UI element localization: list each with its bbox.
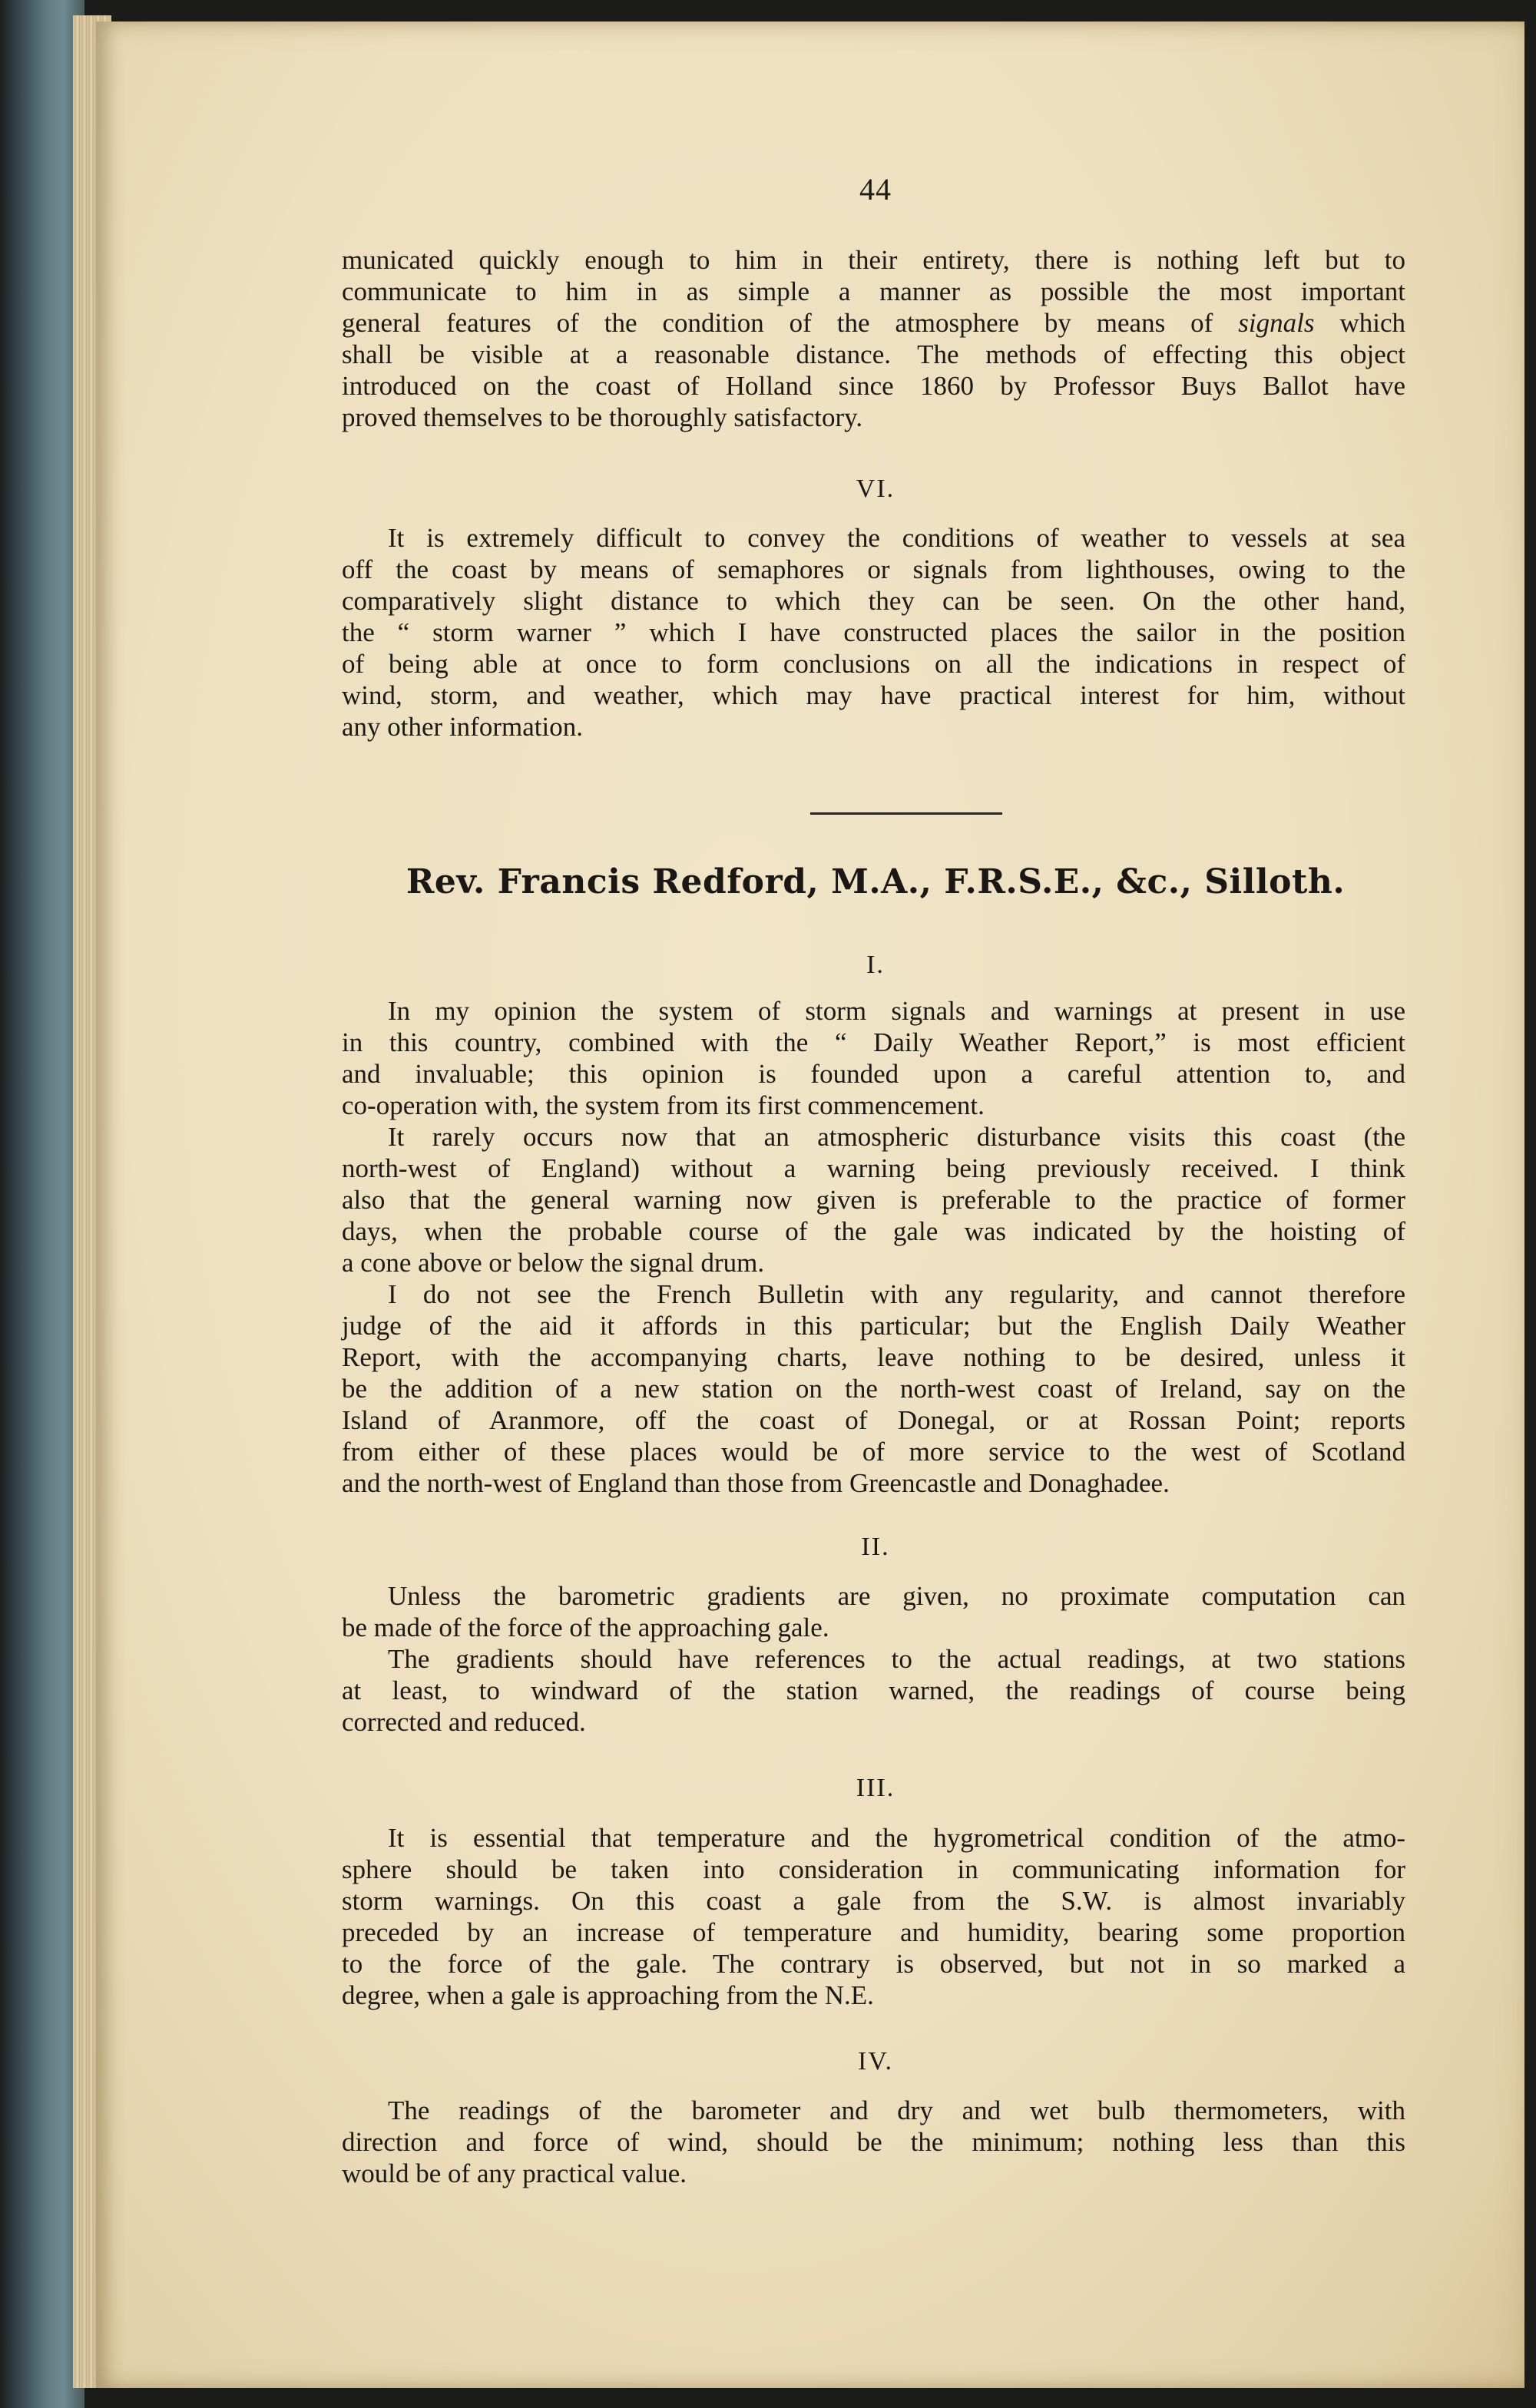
section-vi-paragraph	[342, 522, 1405, 743]
text-line: would be of any practical value.	[342, 2158, 687, 2188]
page-number: 44	[859, 172, 892, 207]
text-line: I do not see the French Bulletin with any regularity, and cannot therefore	[388, 1279, 1405, 1309]
text-line: degree, when a gale is approaching from the N.E.	[342, 1980, 874, 2010]
text-line: a cone above or below the signal drum.	[342, 1248, 765, 1278]
text-line: from either of these places would be of more service to the west of Scotland	[342, 1437, 1405, 1467]
section-ii-paragraphs	[342, 1580, 1405, 1738]
text-line: communicate to him in as simple a manner as possible the most important	[342, 276, 1405, 306]
section-heading-i: I.	[866, 951, 885, 979]
text-line: be the addition of a new station on the north-west coast of Ireland, say on the	[342, 1374, 1405, 1404]
text-line: proved themselves to be thoroughly satisfactory.	[342, 402, 863, 432]
text-line: wind, storm, and weather, which may have practical interest for him, without	[342, 680, 1405, 710]
text-line: Report, with the accompanying charts, leave nothing to be desired, unless it	[342, 1342, 1405, 1372]
text-line: comparatively slight distance to which they can be seen. On the other hand,	[342, 586, 1405, 616]
book-page	[96, 22, 1524, 2388]
section-heading-iv: IV.	[858, 2047, 893, 2076]
text-line: to the force of the gale. The contrary is observed, but not in so marked a	[342, 1949, 1405, 1979]
text-line: north-west of England) without a warning being previously received. I think	[342, 1153, 1405, 1183]
continued-paragraph	[342, 244, 1405, 433]
text-line: introduced on the coast of Holland since 1860 by Professor Buys Ballot have	[342, 371, 1405, 401]
emphasis-signals: signals	[1238, 308, 1315, 338]
text-line: Unless the barometric gradients are given, no proximate computation can	[388, 1581, 1405, 1611]
text-line: It is essential that temperature and the hygrometrical condition of the atmo-	[388, 1823, 1405, 1853]
text-line: judge of the aid it affords in this particular; but the English Daily Weather	[342, 1311, 1405, 1341]
text-line: direction and force of wind, should be the minimum; nothing less than this	[342, 2127, 1405, 2157]
section-heading-vi: VI.	[856, 475, 895, 503]
section-i-paragraphs	[342, 995, 1405, 1499]
book-binding	[0, 0, 84, 2408]
author-heading: Rev. Francis Redford, M.A., F.R.S.E., &c., Silloth.	[406, 862, 1346, 901]
text-line: The readings of the barometer and dry and wet bulb thermometers, with	[388, 2095, 1405, 2125]
text-line	[342, 307, 1405, 339]
section-heading-ii: II.	[861, 1533, 890, 1561]
text-line: at least, to windward of the station warned, the readings of course being	[342, 1675, 1405, 1705]
text-line: off the coast by means of semaphores or signals from lighthouses, owing to the	[342, 554, 1405, 584]
text-line: Island of Aranmore, off the coast of Donegal, or at Rossan Point; reports	[342, 1405, 1405, 1435]
text-line: and the north-west of England than those from Greencastle and Donaghadee.	[342, 1468, 1170, 1498]
text-line: It rarely occurs now that an atmospheric disturbance visits this coast (the	[388, 1122, 1405, 1152]
text-line: any other information.	[342, 712, 583, 742]
section-iv-paragraph	[342, 2095, 1405, 2189]
section-heading-iii: III.	[856, 1774, 895, 1802]
text-line: and invaluable; this opinion is founded upon a careful attention to, and	[342, 1059, 1405, 1089]
text-line: be made of the force of the approaching gale.	[342, 1612, 829, 1642]
text-line: storm warnings. On this coast a gale from the S.W. is almost invariably	[342, 1886, 1405, 1916]
section-divider	[810, 812, 1002, 815]
text-line: It is extremely difficult to convey the conditions of weather to vessels at sea	[388, 523, 1405, 553]
text-line-part: which	[1314, 308, 1405, 338]
text-line: the “ storm warner ” which I have constructed places the sailor in the position	[342, 617, 1405, 647]
text-line: shall be visible at a reasonable distance. The methods of effecting this object	[342, 339, 1405, 369]
text-line: also that the general warning now given is preferable to the practice of former	[342, 1185, 1405, 1215]
text-line: sphere should be taken into consideration in communicating information for	[342, 1854, 1405, 1884]
text-line: co-operation with, the system from its first commencement.	[342, 1090, 985, 1120]
text-line: in this country, combined with the “ Daily Weather Report,” is most efficient	[342, 1027, 1405, 1057]
text-line: In my opinion the system of storm signals and warnings at present in use	[388, 996, 1405, 1026]
text-line: The gradients should have references to the actual readings, at two stations	[388, 1644, 1405, 1674]
text-line: of being able at once to form conclusions on all the indications in respect of	[342, 649, 1405, 679]
text-line: corrected and reduced.	[342, 1707, 586, 1737]
text-line: municated quickly enough to him in their entirety, there is nothing left but to	[342, 245, 1405, 275]
text-line: days, when the probable course of the gale was indicated by the hoisting of	[342, 1216, 1405, 1246]
section-iii-paragraph	[342, 1822, 1405, 2011]
text-line-part: general features of the condition of the atmosphere by means of	[342, 308, 1239, 338]
text-line: preceded by an increase of temperature and humidity, bearing some proportion	[342, 1917, 1405, 1947]
